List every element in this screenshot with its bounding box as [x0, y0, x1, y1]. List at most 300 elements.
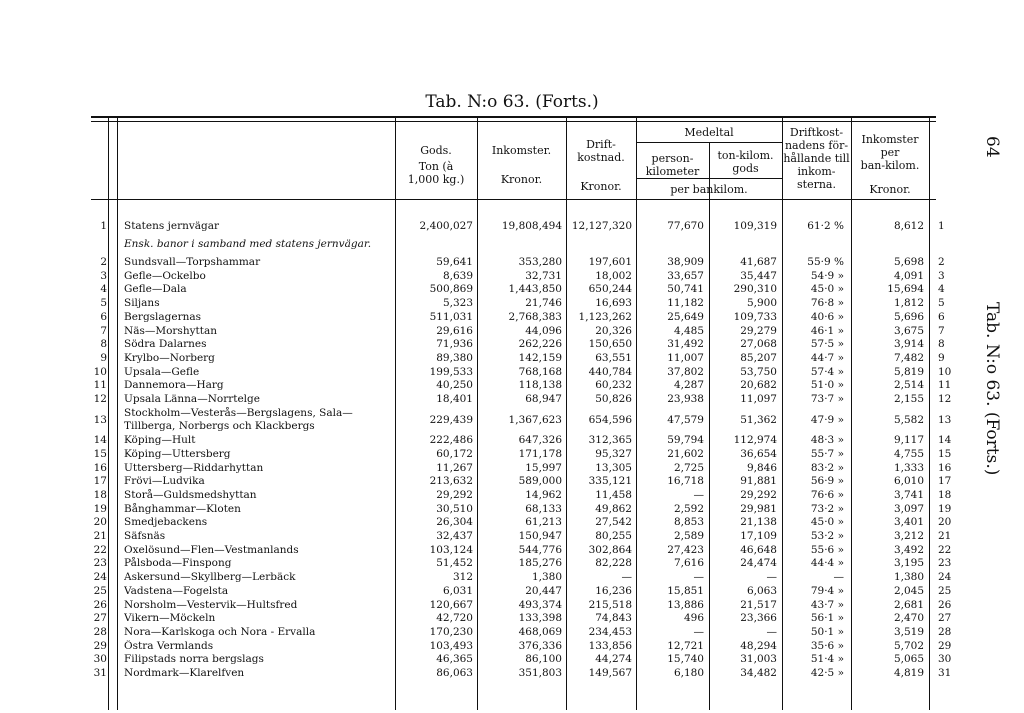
cell-gods: 229,439: [429, 413, 473, 426]
top-rule: [91, 116, 936, 118]
cell-inkomster: 20,447: [525, 584, 562, 597]
header-tonkilom-label: ton-kilom.: [717, 149, 774, 162]
table-row: [91, 324, 945, 339]
cell-driftkostnad: 440,784: [588, 365, 632, 378]
row-name: Näs—Morshyttan: [124, 324, 217, 337]
header-inkomster-label: Inkomster.: [491, 144, 552, 157]
cell-gods: 86,063: [436, 667, 473, 679]
cell-procent: 57·4 »: [810, 365, 844, 378]
cell-tonkilom: 29,981: [740, 502, 777, 515]
cell-personkilometer: 23,938: [667, 393, 704, 405]
cell-gods: 29,616: [436, 324, 473, 337]
cell-per-bankilom: 3,914: [893, 338, 924, 351]
cell-procent: —: [833, 571, 844, 584]
row-name: Upsala—Gefle: [124, 365, 200, 378]
cell-inkomster: 118,138: [518, 379, 562, 392]
cell-tonkilom: 36,654: [740, 447, 777, 460]
table-row: [91, 598, 952, 613]
row-number-right: 29: [938, 639, 952, 652]
row-name: Bånghammar—Kloten: [124, 502, 241, 515]
cell-driftkostnad: —: [621, 571, 632, 584]
cell-driftkostnad: 44,274: [595, 653, 632, 666]
row-number: 4: [100, 283, 107, 296]
cell-per-bankilom: 3,097: [893, 502, 924, 515]
row-number: 23: [93, 557, 107, 570]
row-name: Vadstena—Fogelsta: [124, 584, 229, 597]
cell-inkomster: 150,947: [518, 530, 562, 542]
cell-driftkostnad: 80,255: [595, 530, 632, 542]
cell-tonkilom: —: [766, 625, 777, 638]
row-number: 26: [93, 598, 107, 611]
cell-driftkostnad: 13,305: [595, 461, 632, 474]
table-row: [91, 434, 952, 448]
table-row: [91, 625, 952, 640]
row-name: Siljans: [124, 297, 160, 310]
table-row: [91, 406, 952, 434]
cell-driftkostnad: 150,650: [588, 338, 632, 351]
row-number: 11: [93, 379, 107, 392]
header-tonkilom: [709, 149, 782, 175]
cell-inkomster: 351,803: [518, 667, 562, 679]
row-number-right: 9: [938, 351, 945, 364]
cell-gods: 51,452: [436, 557, 473, 570]
row-number: 3: [100, 269, 107, 282]
cell-inkomster: 14,962: [525, 488, 562, 501]
cell-personkilometer: 25,649: [667, 310, 704, 323]
cell-per-bankilom: 5,065: [893, 653, 924, 666]
row-name: Statens jernvägar: [124, 220, 220, 232]
row-number: 30: [93, 653, 107, 666]
cell-inkomster: 133,398: [518, 612, 562, 625]
cell-tonkilom: 85,207: [740, 351, 777, 364]
row-number-right: 13: [938, 413, 952, 426]
cell-per-bankilom: 1,380: [893, 571, 924, 584]
cell-per-bankilom: 2,155: [893, 393, 924, 405]
cell-inkomster: 262,226: [518, 338, 562, 351]
cell-tonkilom: 109,319: [733, 220, 777, 232]
row-name: Bergslagernas: [124, 310, 202, 323]
cell-tonkilom: 91,881: [740, 475, 777, 488]
row-number-right: 2: [938, 256, 945, 268]
row-number-right: 19: [938, 502, 952, 515]
row-name: Nora—Karlskoga och Nora - Ervalla: [124, 625, 316, 638]
row-number-right: 27: [938, 612, 952, 625]
row-number: 18: [93, 488, 107, 501]
cell-procent: 47·9 »: [810, 413, 844, 426]
cell-procent: 51·0 »: [810, 379, 844, 392]
row-number-right: 6: [938, 310, 945, 323]
cell-personkilometer: 4,287: [673, 379, 704, 392]
statistics-table: [91, 116, 952, 710]
cell-gods: 46,365: [436, 653, 473, 666]
cell-per-bankilom: 6,010: [893, 475, 924, 488]
header-driftkost-label: hållande till: [783, 152, 850, 165]
row-number: 13: [93, 413, 107, 426]
page-title: Tab. N:o 63. (Forts.): [425, 92, 599, 112]
header-top-rule: [91, 121, 936, 122]
header-bottom-rule: [91, 199, 936, 200]
cell-per-bankilom: 3,741: [893, 488, 924, 501]
cell-inkomster: 376,336: [518, 639, 562, 652]
row-number: 31: [93, 667, 107, 679]
row-number: 21: [93, 530, 107, 542]
cell-tonkilom: 23,366: [740, 612, 777, 625]
cell-procent: 57·5 »: [810, 338, 844, 351]
cell-driftkostnad: 133,856: [588, 639, 632, 652]
cell-inkomster: 68,133: [525, 502, 562, 515]
cell-tonkilom: 27,068: [740, 338, 777, 351]
table-row-statens: [91, 220, 945, 234]
row-number-right: 26: [938, 598, 952, 611]
row-number-right: 17: [938, 475, 952, 488]
cell-per-bankilom: 3,212: [893, 530, 924, 542]
header-driftkost-label: inkom-: [797, 165, 836, 178]
cell-tonkilom: 109,733: [733, 310, 777, 323]
row-name: Filipstads norra bergslags: [124, 653, 264, 666]
row-number: 5: [100, 297, 107, 310]
section-label: Ensk. banor i samband med statens jernvägar.: [124, 238, 372, 250]
cell-gods: 103,493: [429, 639, 473, 652]
row-name: Upsala Länna—Norrtelge: [124, 393, 260, 405]
header-inkper-label: per: [880, 146, 900, 159]
table-row: [91, 667, 952, 681]
row-number: 28: [93, 625, 107, 638]
row-name: Vikern—Möckeln: [124, 612, 216, 625]
cell-per-bankilom: 9,117: [893, 434, 924, 447]
header-per-bankilom: per bankilom.: [670, 183, 748, 196]
cell-per-bankilom: 3,519: [893, 625, 924, 638]
cell-per-bankilom: 2,045: [893, 584, 924, 597]
row-number: 19: [93, 502, 107, 515]
cell-tonkilom: 5,900: [746, 297, 777, 310]
cell-procent: 79·4 »: [810, 584, 844, 597]
cell-gods: 42,720: [436, 612, 473, 625]
row-number: 29: [93, 639, 107, 652]
cell-tonkilom: 29,292: [740, 488, 777, 501]
cell-per-bankilom: 5,819: [893, 365, 924, 378]
row-name: Storå—Guldsmedshyttan: [124, 488, 257, 501]
row-number: 22: [93, 543, 107, 556]
cell-per-bankilom: 5,696: [893, 310, 924, 323]
row-number: 9: [100, 351, 107, 364]
cell-gods: 120,667: [429, 598, 473, 611]
cell-procent: 44·4 »: [810, 557, 844, 570]
cell-procent: 54·9 »: [810, 269, 844, 282]
header-gods-unit: Ton (à: [418, 160, 454, 173]
cell-personkilometer: 21,602: [667, 447, 704, 460]
cell-inkomster: 68,947: [525, 393, 562, 405]
row-name: Nordmark—Klarelfven: [124, 667, 245, 679]
cell-procent: 73·7 »: [810, 393, 844, 405]
cell-gods: 30,510: [436, 502, 473, 515]
cell-personkilometer: 12,721: [667, 639, 704, 652]
header-driftkost-forhallande: [782, 126, 851, 191]
table-row: [91, 612, 952, 626]
row-number: 16: [93, 461, 107, 474]
table-row: [91, 584, 952, 599]
cell-tonkilom: 21,517: [740, 598, 777, 611]
cell-tonkilom: 290,310: [733, 283, 777, 296]
row-number: 24: [93, 571, 107, 584]
header-medeltal: Medeltal: [684, 126, 734, 139]
row-number-right: 1: [938, 220, 945, 232]
table-row: [91, 571, 952, 585]
cell-personkilometer: 15,851: [667, 584, 704, 597]
header-gods: [395, 144, 477, 186]
table-row: [91, 297, 945, 311]
cell-driftkostnad: 27,542: [595, 516, 632, 529]
cell-driftkostnad: 60,232: [595, 379, 632, 392]
table-row: [91, 530, 952, 544]
cell-personkilometer: 6,180: [673, 667, 704, 679]
cell-tonkilom: 53,750: [740, 365, 777, 378]
cell-gods: 40,250: [436, 379, 473, 392]
cell-tonkilom: 112,974: [733, 434, 777, 447]
row-name: Sundsvall—Torpshammar: [124, 256, 261, 268]
cell-per-bankilom: 1,333: [893, 461, 924, 474]
cell-driftkostnad: 12,127,320: [571, 220, 632, 232]
cell-personkilometer: 31,492: [667, 338, 704, 351]
row-name: Södra Dalarnes: [124, 338, 207, 351]
cell-per-bankilom: 5,582: [893, 413, 924, 426]
header-personkilometer-label: person-: [651, 152, 694, 165]
table-row: [91, 310, 945, 325]
table-row: [91, 283, 945, 297]
cell-inkomster: 142,159: [518, 351, 562, 364]
cell-tonkilom: 24,474: [740, 557, 777, 570]
cell-personkilometer: 4,485: [673, 324, 704, 337]
row-number: 10: [93, 365, 107, 378]
cell-per-bankilom: 3,195: [893, 557, 924, 570]
cell-inkomster: 468,069: [518, 625, 562, 638]
row-number: 6: [100, 310, 107, 323]
cell-personkilometer: 2,589: [673, 530, 704, 542]
row-number-right: 18: [938, 488, 952, 501]
cell-inkomster: 768,168: [518, 365, 562, 378]
cell-personkilometer: 77,670: [667, 220, 704, 232]
row-name: Uttersberg—Riddarhyttan: [124, 461, 264, 474]
cell-driftkostnad: 335,121: [588, 475, 632, 488]
cell-driftkostnad: 234,453: [588, 625, 632, 638]
cell-personkilometer: 496: [683, 612, 704, 625]
row-number: 12: [93, 393, 107, 405]
cell-driftkostnad: 74,843: [595, 612, 632, 625]
header-gods-unit: 1,000 kg.): [407, 173, 465, 186]
cell-driftkostnad: 312,365: [588, 434, 632, 447]
cell-gods: 103,124: [429, 543, 473, 556]
cell-inkomster: 44,096: [525, 324, 562, 337]
side-title: Tab. N:o 63. (Forts.): [982, 302, 1002, 476]
cell-inkomster: 32,731: [525, 269, 562, 282]
cell-procent: 53·2 »: [810, 530, 844, 542]
cell-tonkilom: 6,063: [746, 584, 777, 597]
cell-inkomster: 86,100: [525, 653, 562, 666]
cell-driftkostnad: 82,228: [595, 557, 632, 570]
header-personkilometer: [636, 152, 709, 178]
cell-inkomster: 61,213: [525, 516, 562, 529]
cell-tonkilom: 34,482: [740, 667, 777, 679]
cell-driftkostnad: 20,326: [595, 324, 632, 337]
cell-gods: 213,632: [429, 475, 473, 488]
cell-gods: 60,172: [436, 447, 473, 460]
cell-driftkostnad: 16,693: [595, 297, 632, 310]
row-number-right: 4: [938, 283, 945, 296]
cell-inkomster: 353,280: [518, 256, 562, 268]
table-row: [91, 543, 952, 558]
row-name: Köping—Hult: [124, 434, 196, 447]
cell-tonkilom: 31,003: [740, 653, 777, 666]
cell-per-bankilom: 3,401: [893, 516, 924, 529]
header-inkper-unit: Kronor.: [869, 183, 911, 196]
row-number-right: 23: [938, 557, 952, 570]
table-row: [91, 488, 952, 503]
row-number-right: 14: [938, 434, 952, 447]
row-name: Dannemora—Harg: [124, 379, 224, 392]
cell-procent: 43·7 »: [810, 598, 844, 611]
cell-procent: 76·6 »: [810, 488, 844, 501]
cell-per-bankilom: 5,698: [893, 256, 924, 268]
cell-gods: 89,380: [436, 351, 473, 364]
cell-per-bankilom: 15,694: [887, 283, 924, 296]
cell-procent: 83·2 »: [810, 461, 844, 474]
cell-personkilometer: 11,182: [667, 297, 704, 310]
cell-per-bankilom: 3,492: [893, 543, 924, 556]
cell-procent: 35·6 »: [810, 639, 844, 652]
cell-driftkostnad: 50,826: [595, 393, 632, 405]
cell-gods: 32,437: [436, 530, 473, 542]
cell-personkilometer: 37,802: [667, 365, 704, 378]
header-inkomster: [477, 144, 566, 186]
cell-gods: 59,641: [436, 256, 473, 268]
row-number-right: 15: [938, 447, 952, 460]
cell-personkilometer: 15,740: [667, 653, 704, 666]
row-number: 1: [100, 220, 107, 232]
cell-tonkilom: —: [766, 571, 777, 584]
cell-driftkostnad: 302,864: [588, 543, 632, 556]
row-name: Krylbo—Norberg: [124, 351, 215, 364]
cell-driftkostnad: 215,518: [588, 598, 632, 611]
cell-procent: 42·5 »: [810, 667, 844, 679]
cell-personkilometer: 13,886: [667, 598, 704, 611]
row-number-right: 16: [938, 461, 952, 474]
header-inkper-label: ban-kilom.: [860, 159, 920, 172]
table-row: [91, 653, 952, 667]
cell-tonkilom: 11,097: [740, 393, 777, 405]
cell-inkomster: 2,768,383: [508, 310, 562, 323]
table-row: [91, 269, 945, 284]
header-inkper-label: Inkomster: [861, 133, 919, 146]
cell-procent: 56·9 »: [810, 475, 844, 488]
cell-gods: 8,639: [442, 269, 473, 282]
row-number: 15: [93, 447, 107, 460]
cell-personkilometer: —: [693, 625, 704, 638]
cell-driftkostnad: 149,567: [588, 667, 632, 679]
page-number: 64: [982, 136, 1002, 158]
row-number: 7: [100, 324, 107, 337]
cell-gods: 312: [452, 571, 473, 584]
cell-personkilometer: 38,909: [667, 256, 704, 268]
cell-gods: 511,031: [429, 310, 473, 323]
header-gods-label: Gods.: [420, 144, 452, 157]
header-inkomster-per-bankilom: [851, 133, 929, 196]
table-row: [91, 639, 952, 654]
cell-personkilometer: 59,794: [667, 434, 704, 447]
cell-procent: 55·6 »: [810, 543, 844, 556]
cell-tonkilom: 29,279: [740, 324, 777, 337]
header-tonkilom-label: gods: [732, 162, 759, 175]
row-name: Östra Vermlands: [124, 639, 214, 652]
row-number-right: 12: [938, 393, 952, 405]
cell-per-bankilom: 2,514: [893, 379, 924, 392]
row-name: Köping—Uttersberg: [124, 447, 231, 460]
table-row: [91, 502, 952, 517]
cell-per-bankilom: 4,091: [893, 269, 924, 282]
table-row: [91, 516, 952, 530]
row-name: Smedjebackens: [124, 516, 208, 529]
header-driftkostnad: [566, 138, 636, 193]
table-row: [91, 447, 952, 462]
cell-personkilometer: 8,853: [673, 516, 704, 529]
row-name: Gefle—Ockelbo: [124, 269, 206, 282]
row-number: 2: [100, 256, 107, 268]
cell-tonkilom: 9,846: [746, 461, 777, 474]
cell-personkilometer: 50,741: [667, 283, 704, 296]
row-number: 27: [93, 612, 107, 625]
cell-gods: 71,936: [436, 338, 473, 351]
row-number-right: 11: [938, 379, 952, 392]
row-number-right: 7: [938, 324, 945, 337]
row-name: Säfsnäs: [124, 530, 166, 542]
cell-driftkostnad: 49,862: [595, 502, 632, 515]
table-row: [91, 393, 952, 407]
cell-personkilometer: 2,592: [673, 502, 704, 515]
row-number: 14: [93, 434, 107, 447]
row-number: 8: [100, 338, 107, 351]
cell-personkilometer: 47,579: [667, 413, 704, 426]
cell-tonkilom: 46,648: [740, 543, 777, 556]
cell-tonkilom: 48,294: [740, 639, 777, 652]
cell-tonkilom: 35,447: [740, 269, 777, 282]
cell-procent: 55·9 %: [807, 256, 844, 268]
cell-personkilometer: 11,007: [667, 351, 704, 364]
cell-inkomster: 1,380: [531, 571, 562, 584]
table-row: [91, 557, 952, 571]
row-number-right: 5: [938, 297, 945, 310]
cell-per-bankilom: 1,812: [893, 297, 924, 310]
row-number-right: 8: [938, 338, 945, 351]
cell-gods: 6,031: [442, 584, 473, 597]
table-row: [91, 338, 945, 352]
row-name: Pålsboda—Finspong: [124, 557, 232, 570]
table-row: [91, 365, 952, 380]
cell-inkomster: 589,000: [518, 475, 562, 488]
row-name: Askersund—Skyllberg—Lerbäck: [124, 571, 296, 584]
cell-gods: 29,292: [436, 488, 473, 501]
cell-procent: 76·8 »: [810, 297, 844, 310]
cell-inkomster: 15,997: [525, 461, 562, 474]
cell-driftkostnad: 654,596: [588, 413, 632, 426]
cell-personkilometer: 33,657: [667, 269, 704, 282]
cell-tonkilom: 20,682: [740, 379, 777, 392]
cell-gods: 11,267: [436, 461, 473, 474]
table-row: [91, 461, 952, 476]
row-name: Stockholm—Vesterås—Bergslagens, Sala—Tillberga, Norbergs och Klackbergs: [124, 406, 353, 433]
row-number-right: 24: [938, 571, 952, 584]
cell-driftkostnad: 11,458: [595, 488, 632, 501]
cell-inkomster: 171,178: [518, 447, 562, 460]
cell-personkilometer: 27,423: [667, 543, 704, 556]
row-number-right: 20: [938, 516, 952, 529]
